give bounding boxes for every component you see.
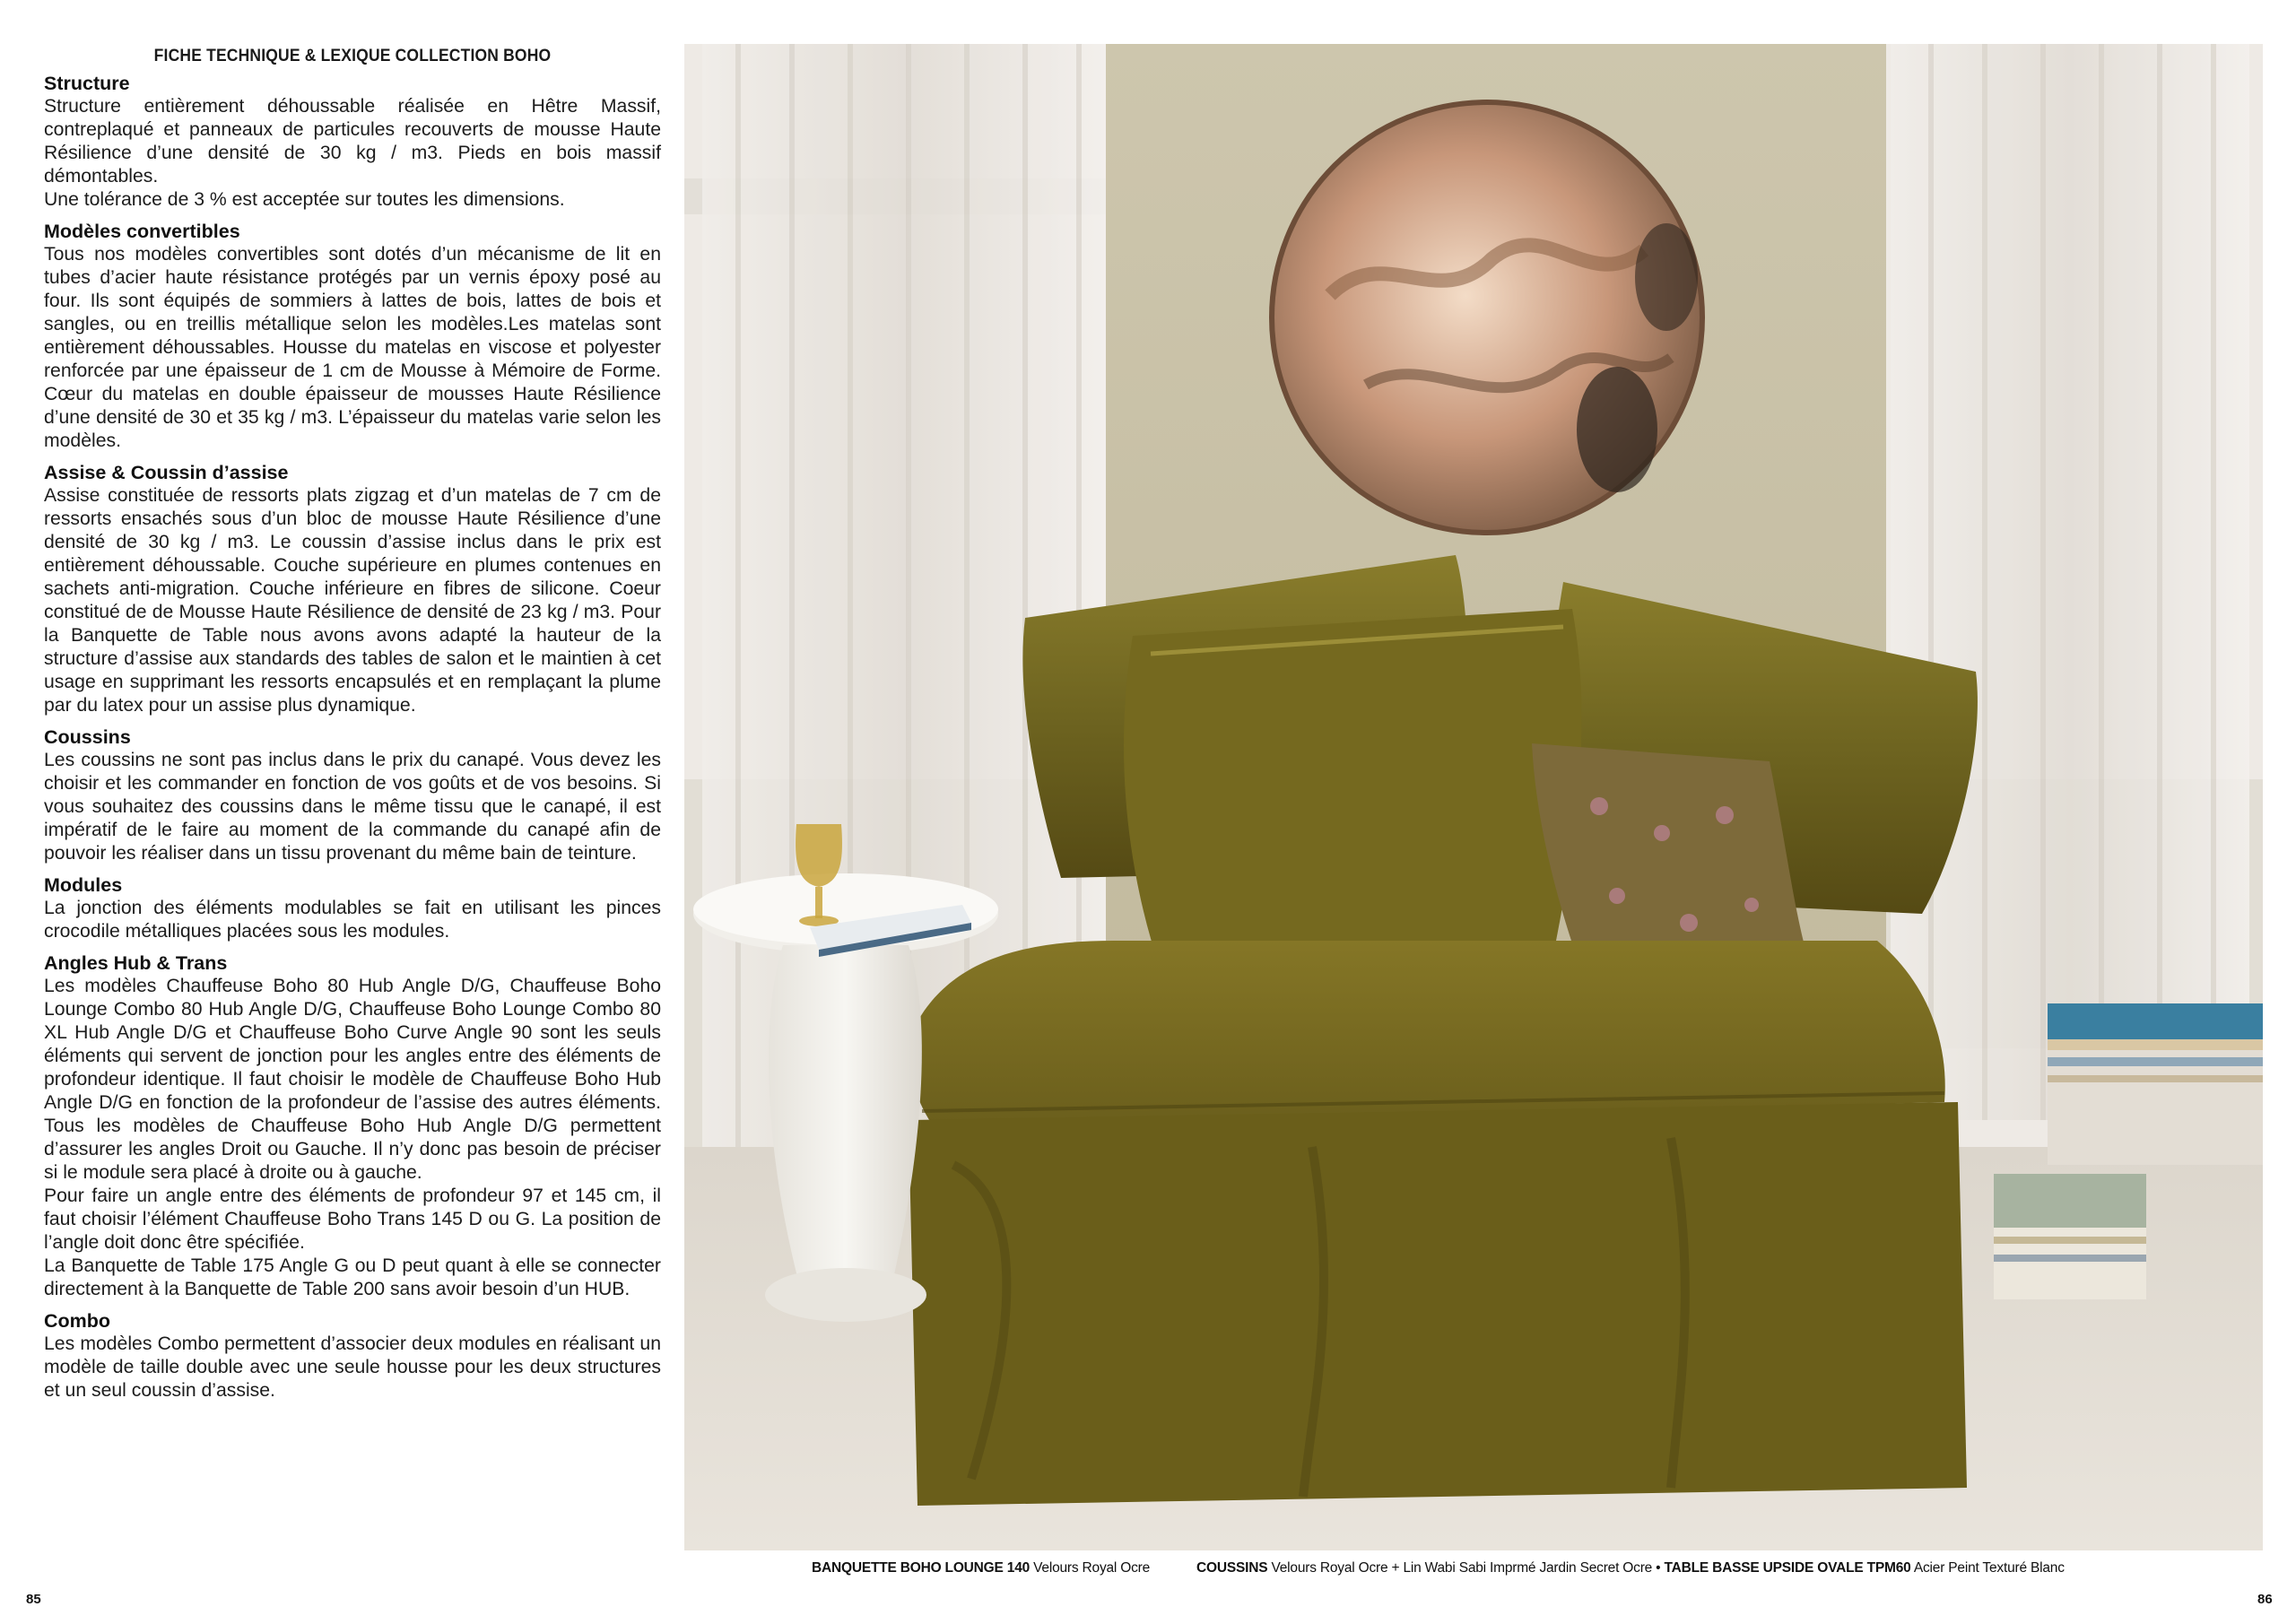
- section-angles: [44, 951, 661, 1301]
- section-heading: Combo: [44, 1310, 111, 1332]
- page-number-right: 86: [2257, 1592, 2273, 1607]
- section-assise: [44, 461, 661, 717]
- section-paragraph: Assise constituée de ressorts plats zigzag et d’un matelas de 7 cm de ressorts ensachés sous d’un bloc de mousse Haute Résilience d’une densité de 30 kg / m3. Le coussin d’assise inclus dans le prix est entièrement déhoussable. Couche supérieure en plumes contenues en sachets anti-migration. Couche inférieure en fibres de silicone. Coeur constitué de de Mousse Haute Résilience de densité de 23 kg / m3. Pour la Banquette de Table nous avons avons adapté la hauteur de la structure d’assise aux standards des tables de salon et le maintien à cet usage en supprimant les ressorts encapsulés et en remplaçant la plume par du latex pour un assise plus dynamique.: [44, 485, 661, 716]
- section-paragraph: Les coussins ne sont pas inclus dans le prix du canapé. Vous devez les choisir et les commander en fonction de vos goûts et de vos besoins. Si vous souhaitez des coussins dans le même tissu que le canapé, il est impératif de le faire au moment de la commande du canapé afin de pouvoir les réaliser dans un tissu provenant du même bain de teinture.: [44, 750, 661, 864]
- document-title: FICHE TECHNIQUE & LEXIQUE COLLECTION BOHO: [153, 47, 552, 65]
- caption-table-ref: TPM60: [1866, 1560, 1911, 1576]
- photo-caption-right: [1196, 1560, 2065, 1576]
- section-heading: Structure: [44, 73, 130, 94]
- caption-material: Velours Royal Ocre: [1030, 1560, 1151, 1576]
- section-paragraph: Tous nos modèles convertibles sont dotés d’un mécanisme de lit en tubes d’acier haute résistance protégés par un vernis époxy posé au four. Ils sont équipés de sommiers à lattes de bois, lattes de bois et sangles, ou en treillis métallique selon les modèles.Les matelas sont entièrement déhoussables. Housse du matelas en viscose et polyester renforcée par une épaisseur de 1 cm de Mousse à Mémoire de Forme. Cœur du matelas en double épaisseur de mousses Haute Résilience d’une densité de 30 et 35 kg / m3. L’épaisseur du matelas varie selon les modèles.: [44, 244, 661, 451]
- caption-table-text: Acier Peint Texturé Blanc: [1910, 1560, 2065, 1576]
- section-heading: Modules: [44, 874, 123, 896]
- caption-product: BANQUETTE BOHO LOUNGE 140: [812, 1560, 1031, 1576]
- section-combo: [44, 1309, 661, 1403]
- section-modeles-convertibles: [44, 220, 661, 453]
- section-paragraph: Les modèles Chauffeuse Boho 80 Hub Angle D/G, Chauffeuse Boho Lounge Combo 80 Hub Angle D/G, Chauffeuse Boho Lounge Combo 80 XL Hub Angle D/G et Chauffeuse Boho Curve Angle 90 sont les seuls éléments qui servent de jonction pour les angles entre des éléments de profondeur identique. Il faut choisir le modèle de Chauffeuse Boho Hub Angle D/G en fonction de la profondeur de l’assise des autres éléments. Tous les modèles de Chauffeuse Boho Hub Angle D/G permettent d’assurer les angles Droit ou Gauche. Il n’y donc pas besoin de préciser si le module sera placé à droite ou à gauche.: [44, 976, 661, 1183]
- section-heading: Modèles convertibles: [44, 221, 240, 242]
- section-structure: [44, 72, 661, 212]
- caption-cushions-label: COUSSINS: [1196, 1560, 1268, 1576]
- caption-table-label: TABLE BASSE UPSIDE OVALE: [1664, 1560, 1864, 1576]
- section-paragraph: Une tolérance de 3 % est acceptée sur toutes les dimensions.: [44, 189, 565, 210]
- product-photo: [684, 44, 2263, 1550]
- section-heading: Coussins: [44, 726, 131, 748]
- section-paragraph: Les modèles Combo permettent d’associer deux modules en réalisant un modèle de taille double avec une seule housse pour les deux structures et un seul coussin d’assise.: [44, 1333, 661, 1401]
- section-paragraph: Pour faire un angle entre des éléments de profondeur 97 et 145 cm, il faut choisir l’élément Chauffeuse Boho Trans 145 D ou G. La position de l’angle doit donc être spécifiée.: [44, 1185, 661, 1253]
- photo-caption-left: [812, 1560, 1150, 1576]
- section-coussins: [44, 725, 661, 865]
- section-paragraph: Structure entièrement déhoussable réalisée en Hêtre Massif, contreplaqué et panneaux de particules recouverts de mousse Haute Résilience d’une densité de 30 kg / m3. Pieds en bois massif démontables.: [44, 96, 661, 187]
- section-paragraph: La jonction des éléments modulables se fait en utilisant les pinces crocodile métalliques placées sous les modules.: [44, 898, 661, 942]
- text-column: [44, 45, 661, 1411]
- section-heading: Assise & Coussin d’assise: [44, 462, 289, 483]
- section-heading: Angles Hub & Trans: [44, 952, 228, 974]
- page-number-left: 85: [26, 1592, 41, 1607]
- caption-cushions-text: Velours Royal Ocre + Lin Wabi Sabi Imprmé Jardin Secret Ocre •: [1267, 1560, 1665, 1576]
- section-modules: [44, 873, 661, 943]
- section-paragraph: La Banquette de Table 175 Angle G ou D peut quant à elle se connecter directement à la Banquette de Table 200 sans avoir besoin d’un HUB.: [44, 1255, 661, 1299]
